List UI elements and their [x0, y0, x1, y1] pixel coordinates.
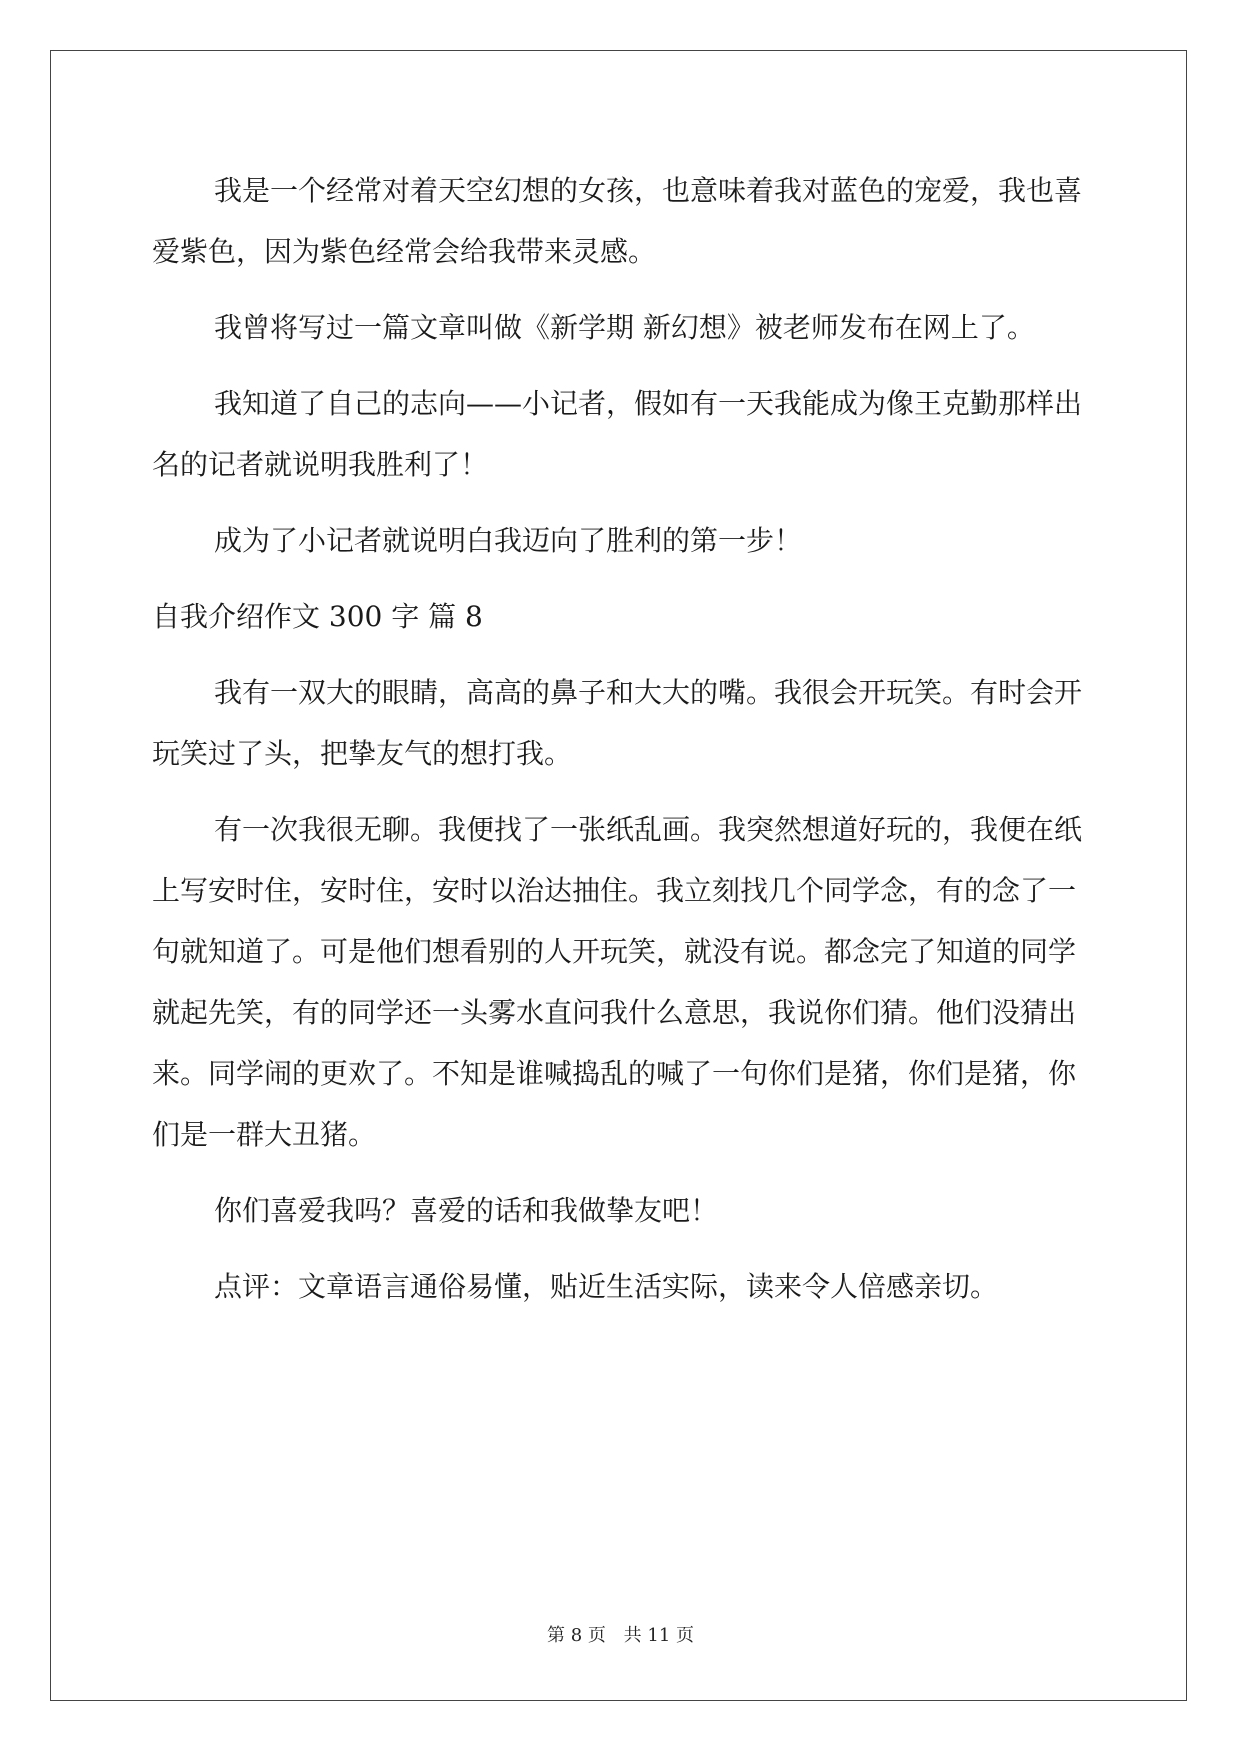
paragraph: 我是一个经常对着天空幻想的女孩，也意味着我对蓝色的宠爱，我也喜爱紫色，因为紫色经常会给我带来灵感。 — [152, 174, 1083, 268]
paragraph: 有一次我很无聊。我便找了一张纸乱画。我突然想道好玩的，我便在纸上写安时住，安时住，安时以治达抽住。我立刻找几个同学念，有的念了一句就知道了。可是他们想看别的人开玩笑，就没有说。都念完了知道的同学就起先笑，有的同学还一头雾水直问我什么意思，我说你们猜。他们没猜出来。同学闹的更欢了。不知是谁喊捣乱的喊了一句你们是猪，你们是猪，你们是一群大丑猪。 — [152, 813, 1083, 1151]
paragraph: 你们喜爱我吗？喜爱的话和我做挚友吧！ — [214, 1194, 719, 1227]
section-heading: 自我介绍作文 300 字 篇 8 — [152, 600, 483, 633]
paragraph: 我有一双大的眼睛，高高的鼻子和大大的嘴。我很会开玩笑。有时会开玩笑过了头，把挚友气的想打我。 — [152, 676, 1083, 770]
paragraph: 点评：文章语言通俗易懂，贴近生活实际，读来令人倍感亲切。 — [214, 1270, 999, 1303]
document-body — [152, 160, 1092, 1317]
page-number: 第 8 页 — [547, 1625, 606, 1646]
page-footer — [0, 1621, 1241, 1647]
paragraph: 成为了小记者就说明白我迈向了胜利的第一步！ — [214, 524, 803, 557]
paragraph: 我知道了自己的志向——小记者，假如有一天我能成为像王克勤那样出名的记者就说明我胜利了！ — [152, 387, 1083, 481]
page-total: 共 11 页 — [623, 1625, 694, 1646]
paragraph: 我曾将写过一篇文章叫做《新学期 新幻想》被老师发布在网上了。 — [214, 311, 1035, 344]
